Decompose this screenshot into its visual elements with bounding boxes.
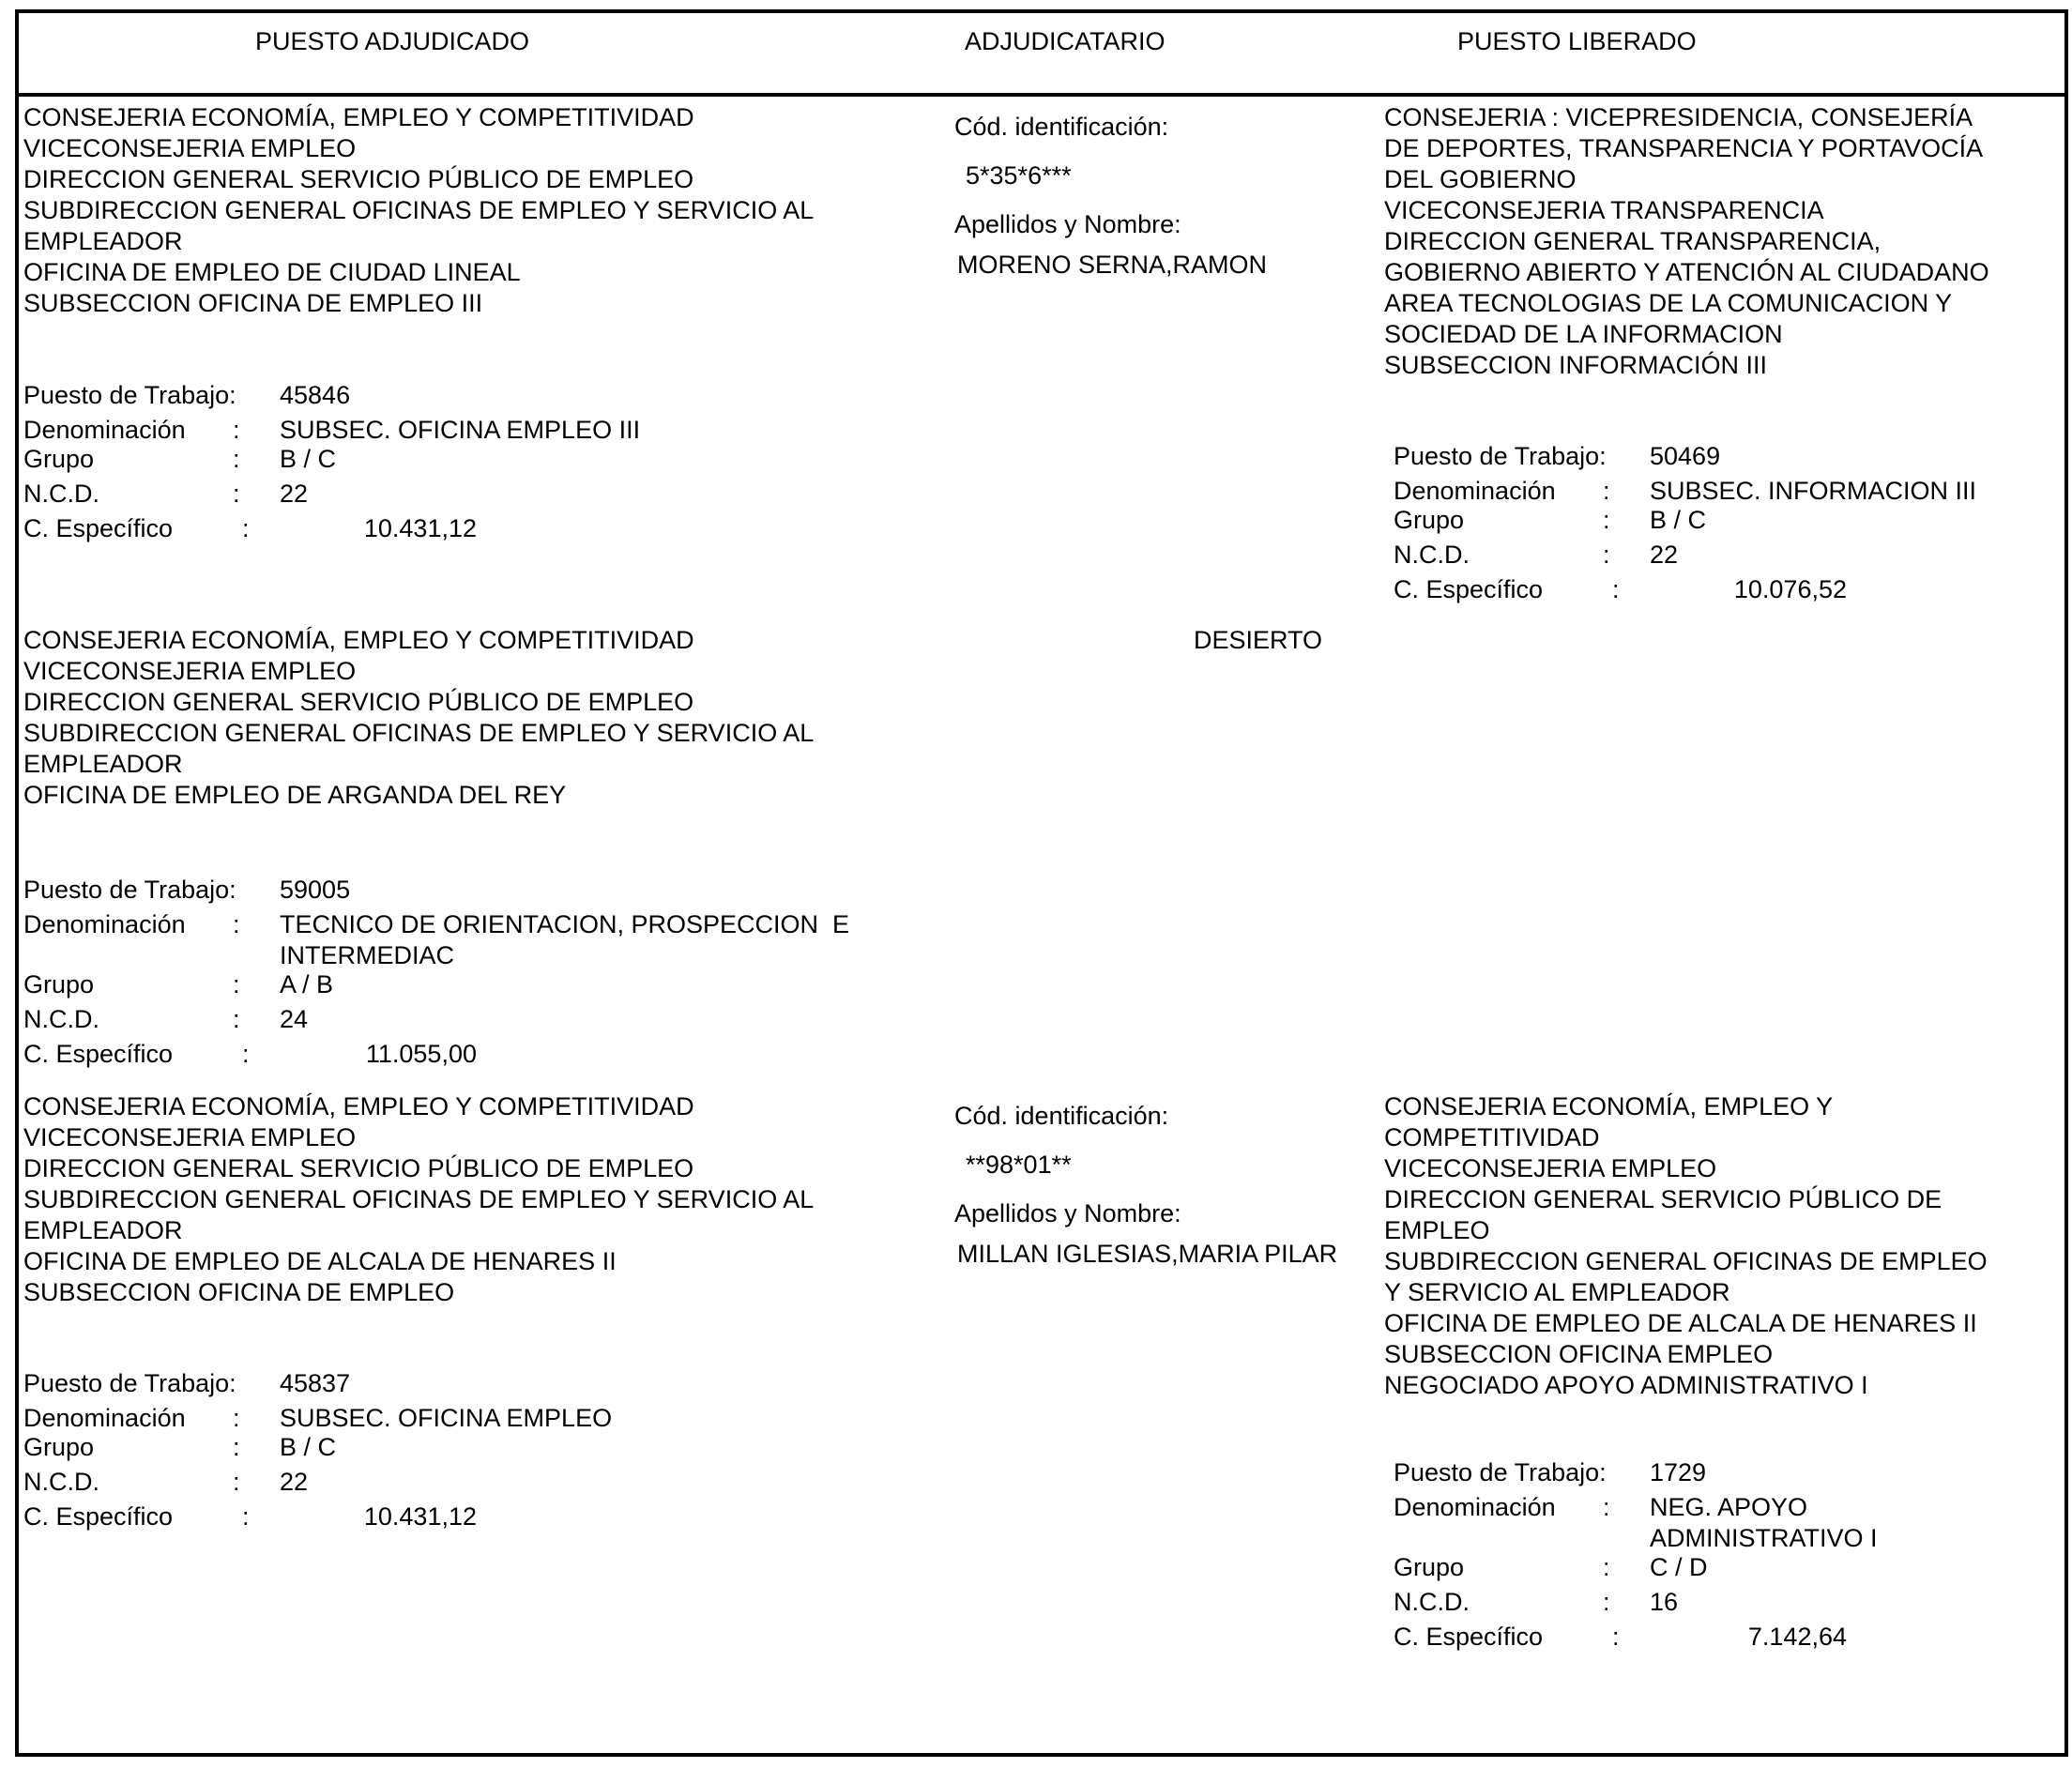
entry-1-adjudicado-puesto-value: 45846	[280, 381, 351, 409]
entry-3-adjudicado-denominacion-label: Denominación	[23, 1404, 186, 1432]
entry-3-liberado-denominacion-value: NEG. APOYO	[1650, 1493, 1808, 1521]
entry-3-adjudicatario-nombre-value: MILLAN IGLESIAS,MARIA PILAR	[957, 1240, 1338, 1268]
entry-3-liberado-line: NEGOCIADO APOYO ADMINISTRATIVO I	[1384, 1371, 1868, 1399]
entry-2-adjudicado-colon: :	[242, 1040, 250, 1068]
entry-1-liberado-line: CONSEJERIA : VICEPRESIDENCIA, CONSEJERÍA	[1384, 103, 1973, 131]
entry-3-liberado-colon: :	[1603, 1493, 1610, 1521]
entry-3-adjudicado-puesto-value: 45837	[280, 1369, 351, 1397]
entry-2-adjudicado-line: CONSEJERIA ECONOMÍA, EMPLEO Y COMPETITIVIDAD	[23, 626, 694, 654]
entry-3-adjudicatario-codigo-value: **98*01**	[966, 1151, 1072, 1179]
entry-1-adjudicado-line: OFICINA DE EMPLEO DE CIUDAD LINEAL	[23, 258, 521, 286]
entry-3-liberado-especifico-value: 7.142,64	[1747, 1623, 1847, 1651]
entry-1-adjudicado-grupo-value: B / C	[280, 445, 337, 473]
entry-1-adjudicado-line: CONSEJERIA ECONOMÍA, EMPLEO Y COMPETITIVIDAD	[23, 103, 694, 131]
entry-1-adjudicatario-codigo-value: 5*35*6***	[966, 161, 1072, 190]
entry-1-adjudicado-ncd-label: N.C.D.	[23, 480, 99, 508]
entry-2-adjudicado-line: SUBDIRECCION GENERAL OFICINAS DE EMPLEO Y SERVICIO AL	[23, 719, 815, 747]
entry-1-adjudicado-line: EMPLEADOR	[23, 227, 183, 255]
entry-3-adjudicado-ncd-label: N.C.D.	[23, 1468, 99, 1496]
entry-3-liberado-denominacion-value: ADMINISTRATIVO I	[1650, 1524, 1878, 1552]
entry-3-liberado-especifico-label: C. Específico	[1394, 1623, 1544, 1651]
entry-3-adjudicado-colon: :	[233, 1433, 240, 1461]
entry-2-adjudicado-line: OFICINA DE EMPLEO DE ARGANDA DEL REY	[23, 781, 567, 809]
entry-3-adjudicado-line: CONSEJERIA ECONOMÍA, EMPLEO Y COMPETITIVIDAD	[23, 1092, 694, 1120]
entry-3-liberado-puesto-label: Puesto de Trabajo:	[1394, 1458, 1607, 1486]
entry-3-adjudicado-line: DIRECCION GENERAL SERVICIO PÚBLICO DE EMPLEO	[23, 1154, 694, 1182]
entry-2-adjudicado-ncd-value: 24	[280, 1005, 309, 1033]
entry-2-adjudicado-denominacion-value: TECNICO DE ORIENTACION, PROSPECCION E	[280, 910, 850, 938]
entry-1-adjudicatario-nombre-value: MORENO SERNA,RAMON	[957, 251, 1268, 279]
entry-3-liberado-line: DIRECCION GENERAL SERVICIO PÚBLICO DE	[1384, 1185, 1942, 1213]
entry-2-adjudicado-denominacion-value: INTERMEDIAC	[280, 941, 455, 969]
entry-1-liberado-line: AREA TECNOLOGIAS DE LA COMUNICACION Y	[1384, 289, 1953, 317]
entry-1-adjudicado-line: SUBSECCION OFICINA DE EMPLEO III	[23, 289, 483, 317]
entry-2-adjudicado-especifico-label: C. Específico	[23, 1040, 174, 1068]
entry-1-liberado-colon: :	[1603, 477, 1610, 505]
entry-1-liberado-colon: :	[1603, 541, 1610, 569]
entry-2-adjudicado-line: DIRECCION GENERAL SERVICIO PÚBLICO DE EMPLEO	[23, 688, 694, 716]
entry-1-adjudicatario-codigo-label: Cód. identificación:	[954, 113, 1169, 141]
entry-3-liberado-line: CONSEJERIA ECONOMÍA, EMPLEO Y	[1384, 1092, 1834, 1120]
entry-2-adjudicado-ncd-label: N.C.D.	[23, 1005, 99, 1033]
entry-3-liberado-ncd-value: 16	[1650, 1588, 1679, 1616]
entry-1-adjudicado-colon: :	[233, 480, 240, 508]
entry-1-adjudicado-especifico-value: 10.431,12	[363, 514, 477, 542]
entry-1-liberado-especifico-value: 10.076,52	[1733, 575, 1847, 603]
entry-3-adjudicado-puesto-label: Puesto de Trabajo:	[23, 1369, 236, 1397]
entry-1-liberado-line: SOCIEDAD DE LA INFORMACION	[1384, 320, 1783, 348]
entry-1-liberado-grupo-value: B / C	[1650, 506, 1707, 534]
entry-1-liberado-line: DIRECCION GENERAL TRANSPARENCIA,	[1384, 227, 1882, 255]
entry-3-adjudicado-grupo-label: Grupo	[23, 1433, 95, 1461]
entry-1-liberado-puesto-value: 50469	[1650, 442, 1721, 470]
entry-1-adjudicado-colon: :	[233, 445, 240, 473]
entry-3-liberado-grupo-value: C / D	[1650, 1553, 1708, 1581]
entry-1-liberado-line: SUBSECCION INFORMACIÓN III	[1384, 351, 1768, 379]
entry-1-adjudicado-colon: :	[233, 416, 240, 444]
entry-3-adjudicado-grupo-value: B / C	[280, 1433, 337, 1461]
header-adjudicatario: ADJUDICATARIO	[965, 27, 1166, 55]
entry-3-liberado-colon: :	[1603, 1553, 1610, 1581]
entry-2-adjudicado-line: VICECONSEJERIA EMPLEO	[23, 657, 357, 685]
entry-1-adjudicado-puesto-label: Puesto de Trabajo:	[23, 381, 236, 409]
entry-3-adjudicado-colon: :	[233, 1468, 240, 1496]
entry-1-adjudicado-denominacion-label: Denominación	[23, 416, 186, 444]
entry-3-adjudicatario-codigo-label: Cód. identificación:	[954, 1102, 1169, 1130]
entry-3-liberado-puesto-value: 1729	[1650, 1458, 1707, 1486]
entry-2-adjudicado-colon: :	[233, 910, 240, 938]
entry-3-liberado-grupo-label: Grupo	[1394, 1553, 1465, 1581]
entry-3-liberado-ncd-label: N.C.D.	[1394, 1588, 1470, 1616]
entry-1-liberado-colon: :	[1603, 506, 1610, 534]
entry-2-adjudicado-denominacion-label: Denominación	[23, 910, 186, 938]
entry-1-adjudicado-denominacion-value: SUBSEC. OFICINA EMPLEO III	[280, 416, 641, 444]
entry-3-adjudicado-line: SUBSECCION OFICINA DE EMPLEO	[23, 1278, 455, 1306]
entry-1-adjudicado-grupo-label: Grupo	[23, 445, 95, 473]
entry-3-adjudicado-line: SUBDIRECCION GENERAL OFICINAS DE EMPLEO Y SERVICIO AL	[23, 1185, 815, 1213]
entry-3-adjudicado-colon: :	[233, 1404, 240, 1432]
entry-3-adjudicatario-nombre-label: Apellidos y Nombre:	[954, 1199, 1181, 1227]
entry-3-liberado-line: VICECONSEJERIA EMPLEO	[1384, 1154, 1717, 1182]
entry-2-adjudicado-puesto-label: Puesto de Trabajo:	[23, 876, 236, 904]
entry-3-liberado-colon: :	[1603, 1588, 1610, 1616]
entry-3-liberado-colon: :	[1612, 1623, 1620, 1651]
entry-3-adjudicado-line: OFICINA DE EMPLEO DE ALCALA DE HENARES II	[23, 1247, 617, 1275]
entry-3-liberado-line: SUBDIRECCION GENERAL OFICINAS DE EMPLEO	[1384, 1247, 1988, 1275]
entry-3-liberado-line: Y SERVICIO AL EMPLEADOR	[1384, 1278, 1730, 1306]
entry-3-liberado-line: EMPLEO	[1384, 1216, 1490, 1244]
entry-1-adjudicado-especifico-label: C. Específico	[23, 514, 174, 542]
entry-2-adjudicado-puesto-value: 59005	[280, 876, 351, 904]
entry-1-liberado-grupo-label: Grupo	[1394, 506, 1465, 534]
entry-1-liberado-denominacion-label: Denominación	[1394, 477, 1556, 505]
entry-1-liberado-line: DE DEPORTES, TRANSPARENCIA Y PORTAVOCÍA	[1384, 134, 1984, 162]
header-divider	[15, 93, 2068, 97]
entry-1-adjudicado-line: VICECONSEJERIA EMPLEO	[23, 134, 357, 162]
entry-3-adjudicado-line: EMPLEADOR	[23, 1216, 183, 1244]
entry-2-adjudicado-grupo-label: Grupo	[23, 970, 95, 998]
entry-3-liberado-line: COMPETITIVIDAD	[1384, 1123, 1600, 1151]
entry-3-adjudicado-line: VICECONSEJERIA EMPLEO	[23, 1123, 357, 1151]
entry-1-liberado-ncd-label: N.C.D.	[1394, 541, 1470, 569]
entry-3-adjudicado-especifico-label: C. Específico	[23, 1502, 174, 1531]
entry-2-estado-desierto: DESIERTO	[1194, 626, 1323, 654]
entry-3-liberado-line: OFICINA DE EMPLEO DE ALCALA DE HENARES II	[1384, 1309, 1977, 1337]
entry-1-liberado-colon: :	[1612, 575, 1620, 603]
header-puesto-adjudicado: PUESTO ADJUDICADO	[255, 27, 530, 55]
entry-1-liberado-line: GOBIERNO ABIERTO Y ATENCIÓN AL CIUDADANO	[1384, 258, 1989, 286]
entry-3-adjudicado-especifico-value: 10.431,12	[363, 1502, 477, 1531]
entry-1-liberado-ncd-value: 22	[1650, 541, 1679, 569]
header-puesto-liberado: PUESTO LIBERADO	[1457, 27, 1697, 55]
entry-3-adjudicado-denominacion-value: SUBSEC. OFICINA EMPLEO	[280, 1404, 613, 1432]
entry-1-liberado-especifico-label: C. Específico	[1394, 575, 1544, 603]
entry-3-liberado-denominacion-label: Denominación	[1394, 1493, 1556, 1521]
entry-1-adjudicado-colon: :	[242, 514, 250, 542]
entry-1-adjudicatario-nombre-label: Apellidos y Nombre:	[954, 210, 1181, 238]
entry-2-adjudicado-colon: :	[233, 970, 240, 998]
entry-1-liberado-line: VICECONSEJERIA TRANSPARENCIA	[1384, 196, 1824, 224]
entry-1-adjudicado-line: DIRECCION GENERAL SERVICIO PÚBLICO DE EMPLEO	[23, 165, 694, 193]
entry-2-adjudicado-especifico-value: 11.055,00	[365, 1040, 477, 1068]
entry-1-adjudicado-ncd-value: 22	[280, 480, 309, 508]
entry-3-adjudicado-colon: :	[242, 1502, 250, 1531]
entry-1-adjudicado-line: SUBDIRECCION GENERAL OFICINAS DE EMPLEO Y SERVICIO AL	[23, 196, 815, 224]
entry-2-adjudicado-colon: :	[233, 1005, 240, 1033]
entry-3-liberado-line: SUBSECCION OFICINA EMPLEO	[1384, 1340, 1774, 1368]
entry-2-adjudicado-grupo-value: A / B	[280, 970, 334, 998]
entry-1-liberado-line: DEL GOBIERNO	[1384, 165, 1577, 193]
entry-1-liberado-denominacion-value: SUBSEC. INFORMACION III	[1650, 477, 1977, 505]
entry-3-adjudicado-ncd-value: 22	[280, 1468, 309, 1496]
entry-2-adjudicado-line: EMPLEADOR	[23, 750, 183, 778]
entry-1-liberado-puesto-label: Puesto de Trabajo:	[1394, 442, 1607, 470]
